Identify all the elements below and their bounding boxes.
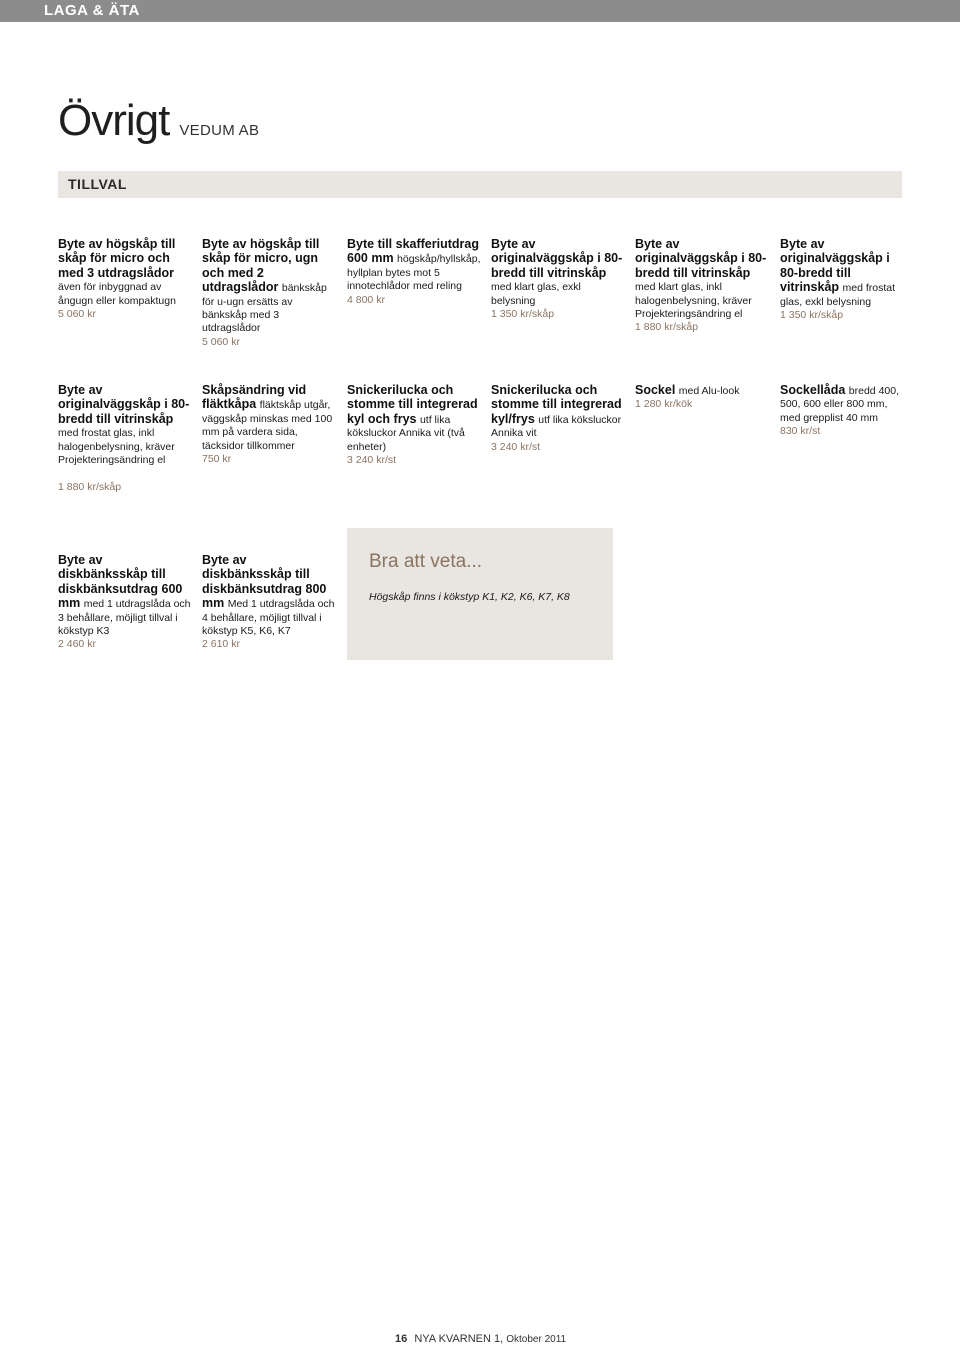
option-title: Byte av diskbänksskåp till diskbänksutdrag 600 mm bbox=[58, 553, 183, 611]
option-description: fläktskåp utgår, väggskåp minskas med 100 mm på vardera sida, täcksidor tillkommer bbox=[202, 399, 333, 452]
page-footer bbox=[395, 1333, 566, 1345]
option-description: med klart glas, inkl halogenbelysning, kräver Projekteringsändring el bbox=[635, 281, 752, 321]
option-item bbox=[202, 554, 338, 652]
tillval-band bbox=[58, 171, 902, 198]
option-title: Byte av diskbänksskåp till diskbänksutdrag 800 mm bbox=[202, 553, 327, 611]
page-title-main: Övrigt bbox=[58, 96, 170, 145]
option-item bbox=[58, 554, 194, 652]
option-price: 1 350 kr/skåp bbox=[780, 309, 844, 322]
option-price: 750 kr bbox=[202, 453, 232, 466]
option-price: 1 350 kr/skåp bbox=[491, 308, 555, 321]
option-price: 1 880 kr/skåp bbox=[635, 321, 699, 334]
publication-name: NYA KVARNEN 1, bbox=[414, 1333, 504, 1345]
option-item bbox=[347, 238, 483, 307]
option-price: 5 060 kr bbox=[202, 335, 240, 348]
option-title: Byte till skafferiutdrag 600 mm bbox=[347, 237, 479, 266]
option-item bbox=[635, 238, 771, 335]
option-price: 3 240 kr/st bbox=[347, 454, 397, 467]
tillval-heading: TILLVAL bbox=[68, 176, 127, 192]
option-item bbox=[58, 384, 194, 495]
option-description: med klart glas, exkl belysning bbox=[491, 281, 581, 307]
page-title bbox=[58, 96, 259, 146]
option-title: Byte av originalväggskåp i 80-bredd till vitrinskåp bbox=[780, 237, 890, 295]
option-item bbox=[780, 384, 904, 439]
option-price: 1 880 kr/skåp bbox=[58, 481, 122, 494]
option-title: Snickerilucka och stomme till integrerad kyl och frys bbox=[347, 383, 478, 426]
option-price: 2 610 kr bbox=[202, 638, 240, 651]
option-title: Skåpsändring vid fläktkåpa bbox=[202, 383, 307, 412]
option-item bbox=[347, 384, 483, 467]
option-item bbox=[780, 238, 904, 322]
option-description: med frostat glas, exkl belysning bbox=[780, 282, 896, 308]
option-price: 3 240 kr/st bbox=[491, 440, 541, 453]
option-title: Byte av originalväggskåp i 80-bredd till vitrinskåp bbox=[635, 237, 767, 280]
option-item bbox=[202, 238, 338, 349]
publication-date: Oktober 2011 bbox=[506, 1334, 567, 1345]
good-to-know-box bbox=[347, 528, 613, 660]
option-item bbox=[491, 384, 627, 454]
option-description: bredd 400, 500, 600 eller 800 mm, med grepplist 40 mm bbox=[780, 385, 900, 424]
option-description: med frostat glas, inkl halogenbelysning, kräver Projekteringsändring el bbox=[58, 427, 175, 467]
option-description: bänkskåp för u-ugn ersätts av bänkskåp med 3 utdragslådor bbox=[202, 282, 327, 335]
option-price: 830 kr/st bbox=[780, 425, 821, 438]
section-label: LAGA & ÄTA bbox=[44, 2, 140, 19]
option-description: med 1 utdragslåda och 3 behållare, möjligt tillval i kökstyp K3 bbox=[58, 598, 191, 638]
option-title: Snickerilucka och stomme till integrerad kyl/frys bbox=[491, 383, 622, 426]
option-description: Med 1 utdragslåda och 4 behållare, möjligt tillval i kökstyp K5, K6, K7 bbox=[202, 598, 335, 638]
option-item bbox=[58, 238, 194, 321]
page-title-company: VEDUM AB bbox=[179, 122, 260, 139]
option-title: Byte av originalväggskåp i 80-bredd till vitrinskåp bbox=[58, 383, 190, 426]
info-heading: Bra att veta... bbox=[369, 551, 482, 572]
page-number: 16 bbox=[395, 1333, 408, 1345]
option-item bbox=[202, 384, 338, 466]
section-header-bar bbox=[0, 0, 960, 22]
option-price: 5 060 kr bbox=[58, 308, 96, 321]
option-price: 2 460 kr bbox=[58, 638, 96, 651]
option-item bbox=[635, 384, 771, 412]
info-text: Högskåp finns i kökstyp K1, K2, K6, K7, K8 bbox=[369, 591, 570, 603]
option-price: 4 800 kr bbox=[347, 293, 385, 306]
option-title: Sockel bbox=[635, 383, 679, 397]
option-description: även för inbyggnad av ångugn eller kompaktugn bbox=[58, 281, 176, 307]
option-title: Sockellåda bbox=[780, 383, 849, 397]
option-price: 1 280 kr/kök bbox=[635, 398, 693, 411]
option-title: Byte av originalväggskåp i 80-bredd till vitrinskåp bbox=[491, 237, 623, 280]
option-description: högskåp/hyllskåp, hyllplan bytes mot 5 innotechlådor med reling bbox=[347, 253, 481, 293]
option-description: med Alu-look bbox=[678, 385, 740, 397]
option-title: Byte av högskåp till skåp för micro och med 3 utdragslådor bbox=[58, 237, 176, 280]
option-description: utf lika köksluckor Annika vit (två enheter) bbox=[347, 413, 465, 453]
option-item bbox=[491, 238, 627, 321]
option-title: Byte av högskåp till skåp för micro, ugn och med 2 utdragslådor bbox=[202, 237, 320, 295]
option-description: utf lika köksluckor Annika vit bbox=[491, 413, 622, 440]
